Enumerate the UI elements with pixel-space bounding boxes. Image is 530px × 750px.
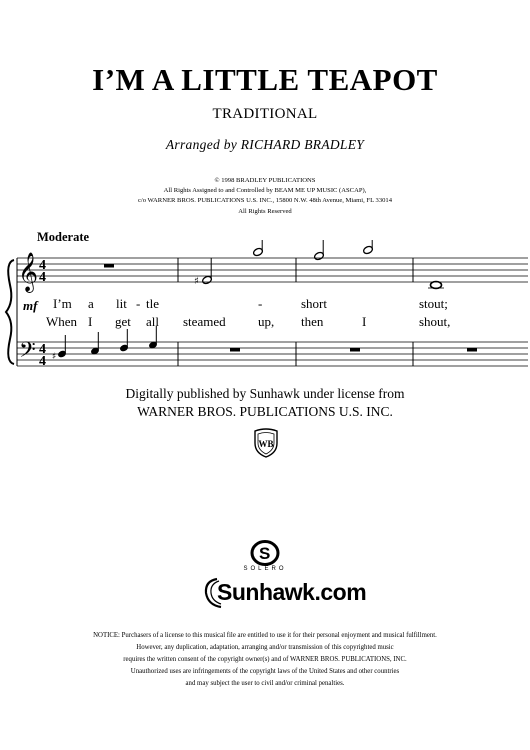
publisher-line: WARNER BROS. PUBLICATIONS U.S. INC. (137, 404, 393, 419)
notice-line: Unauthorized uses are infringements of the copyright laws of the United States and other countries (130, 668, 400, 676)
notice-line: requires the written consent of the copyright owner(s) and of WARNER BROS. PUBLICATIONS, INC. (123, 656, 407, 664)
composer-credit: TRADITIONAL (212, 106, 318, 122)
svg-text:4: 4 (39, 258, 46, 273)
lyric-syllable: up, (258, 314, 275, 329)
sharp-icon: ♯ (194, 276, 199, 287)
copyright-line: All Rights Reserved (238, 207, 292, 215)
wb-shield-icon (253, 428, 279, 458)
lyric-syllable: shout, (419, 314, 451, 329)
lyric-syllable: When (46, 314, 78, 329)
arranger-credit: Arranged by RICHARD BRADLEY (165, 137, 365, 152)
whole-note (431, 282, 442, 289)
treble-clef-icon: 𝄞 (18, 252, 39, 292)
svg-text:4: 4 (39, 342, 46, 357)
lyric-syllable: lit (116, 296, 127, 311)
lyric-syllable: - (136, 296, 141, 311)
bass-clef-icon: 𝄢 (19, 338, 36, 368)
time-signature-treble (39, 258, 46, 285)
lyric-syllable: stout; (419, 296, 448, 311)
copyright-block (0, 176, 530, 217)
whole-rest (350, 348, 360, 352)
lyric-syllable: steamed (183, 314, 226, 329)
lyric-syllable: tle (146, 296, 159, 311)
dynamic-marking: mf (23, 298, 38, 313)
song-title: I’M A LITTLE TEAPOT (92, 62, 438, 97)
tempo-marking: Moderate (37, 230, 90, 244)
whole-rest (230, 348, 240, 352)
quarter-notes-bass (52, 326, 157, 362)
svg-text:4: 4 (39, 354, 46, 369)
sunhawk-wordmark: Sunhawk.com (217, 579, 367, 605)
lyric-syllable: get (115, 314, 131, 329)
lyric-syllable: all (146, 314, 159, 329)
publisher-line: Digitally published by Sunhawk under license from (125, 386, 405, 401)
lyric-syllable: then (301, 314, 324, 329)
lyric-syllable: I (362, 314, 367, 329)
copyright-line: c/o WARNER BROS. PUBLICATIONS U.S. INC., 15800 N.W. 48th Avenue, Miami, FL 33014 (137, 197, 393, 205)
svg-text:S: S (259, 544, 271, 563)
solero-logo-icon (250, 540, 280, 566)
copyright-line: All Rights Assigned to and Controlled by BEAM ME UP MUSIC (ASCAP), (163, 187, 367, 195)
time-signature-bass (39, 342, 46, 369)
svg-text:WB: WB (258, 439, 274, 449)
lyric-syllable: I (88, 314, 93, 329)
whole-rest (467, 348, 477, 352)
notice-line: and may subject the user to civil and/or criminal penalties. (185, 680, 345, 688)
sunhawk-logo (203, 575, 367, 609)
solero-logo-text: SOLERO (243, 566, 287, 572)
music-staff-system (0, 240, 530, 370)
measure-barlines (178, 258, 413, 366)
svg-text:♯: ♯ (52, 352, 57, 362)
notice-line: However, any duplication, adaptation, arranging and/or transmission of this copyrighted music (136, 644, 394, 652)
notice-line: NOTICE: Purchasers of a license to this musical file are entitled to use it for their personal enjoyment and musical fulfillment. (93, 632, 437, 639)
lyric-syllable: I’m (53, 296, 72, 311)
copyright-line: © 1998 BRADLEY PUBLICATIONS (214, 177, 316, 184)
treble-staff (17, 258, 528, 282)
lyric-syllable: short (301, 296, 327, 311)
lyric-syllable: a (88, 296, 94, 311)
svg-text:4: 4 (39, 270, 46, 285)
lyric-syllable: - (258, 296, 263, 311)
system-brace (6, 260, 14, 364)
whole-rest (104, 264, 114, 268)
legal-notice (0, 630, 530, 690)
